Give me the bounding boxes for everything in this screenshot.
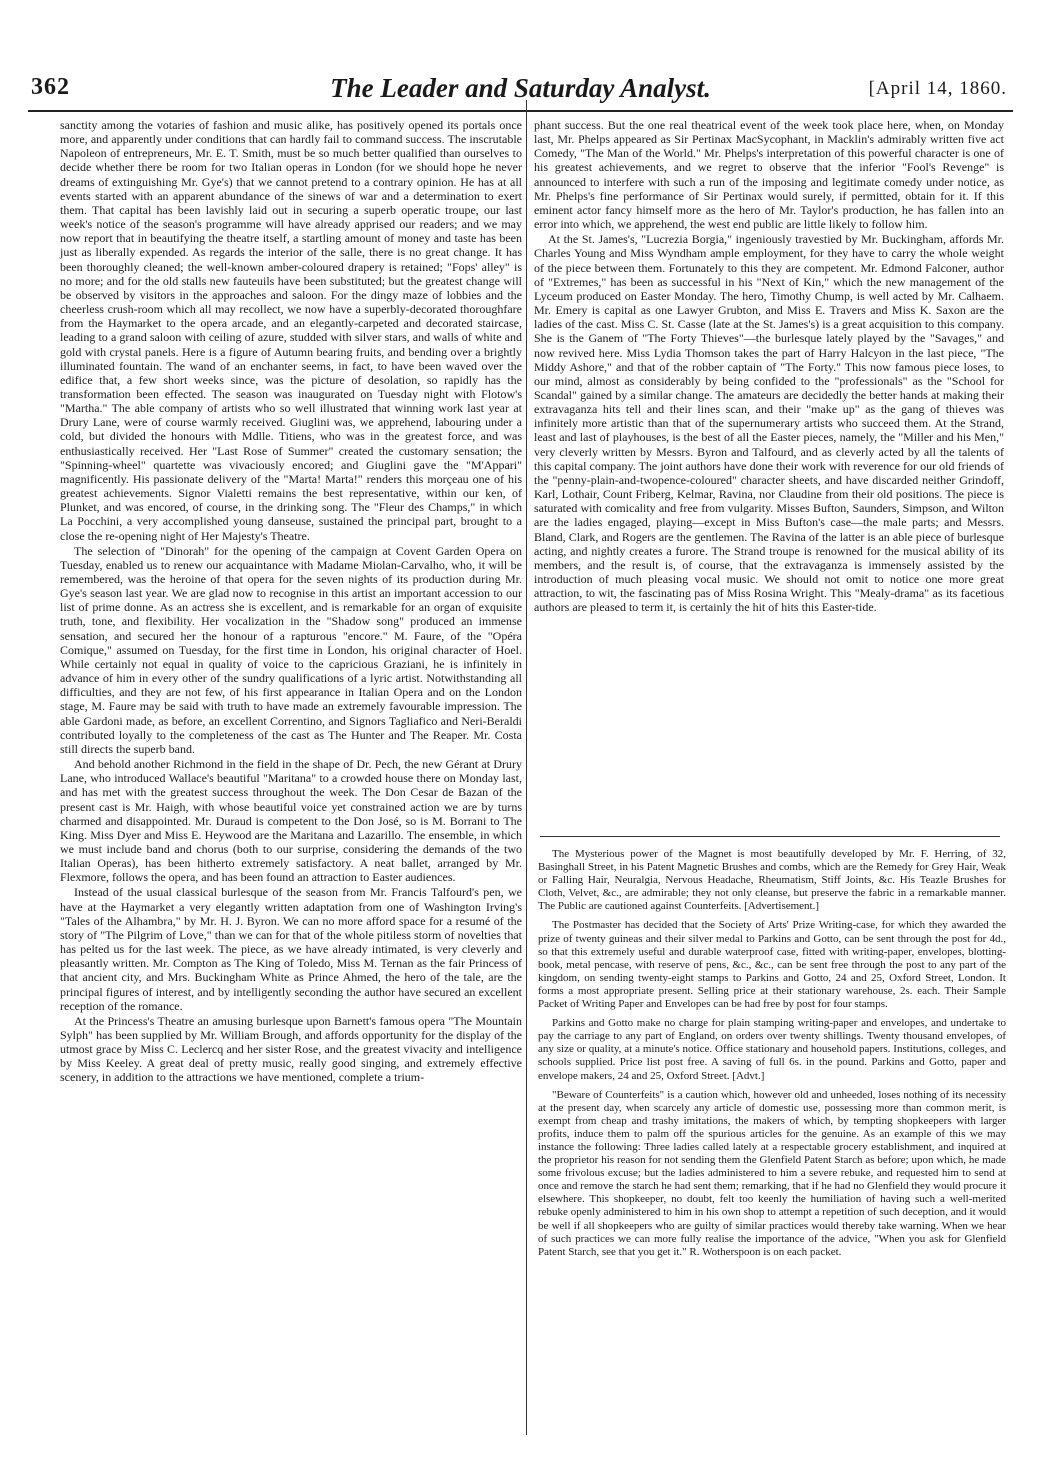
left-column <box>60 118 522 1086</box>
issue-date: [April 14, 1860. <box>868 78 1007 99</box>
advert-separator <box>540 836 1000 837</box>
article-paragraph: Instead of the usual classical burlesque of the season from Mr. Francis Talfourd's pen, we have at the Haymarket a very elegantly written adaptation from one of Washington Irving's "Tales of the Alhambra," by Mr. H. J. Byron. We can no more afford space for a resumé of the story of "The Pilgrim of Love," than we can for that of the whole pitiless storm of novelties that has pelted us for the last week. The piece, as we have already intimated, is very cleverly and pleasantly written. Mr. Compton as The King of Toledo, Miss M. Ternan as the fair Princess of that ancient city, and Mrs. Buckingham White as Prince Ahmed, the hero of the tale, are the principal figures of interest, and by intelligently seconding the author have secured an excellent reception of the romance. <box>60 885 522 1013</box>
publication-title: The Leader and Saturday Analyst. <box>330 73 711 103</box>
page-header <box>28 70 1013 110</box>
right-column <box>534 118 1004 615</box>
article-paragraph: At the Princess's Theatre an amusing burlesque upon Barnett's famous opera "The Mountain Sylph" has been supplied by Mr. William Brough, and affords opportunity for the display of the utmost grace by Miss C. Leclercq and her sister Rose, and the greatest vivacity and intelligence by Miss Keeley. A great deal of pretty music, really good singing, and extremely effective scenery, in addition to the attractions we have mentioned, complete a trium- <box>60 1013 522 1085</box>
article-paragraph: And behold another Richmond in the field in the shape of Dr. Pech, the new Gérant at Drury Lane, who introduced Wallace's beautiful "Maritana" to a crowded house there on Monday last, and has met with the greatest success throughout the week. The Don Cesar de Bazan of the present cast is Mr. Haigh, with whose beautiful voice yet constrained action we are by turns charmed and disappointed. Mr. Duraud is competent to the Don José, so is M. Borrani to The King. Miss Dyer and Miss E. Heywood are the Maritana and Lazarillo. The ensemble, in which we must include band and chorus (both to our surprise, considering the demands of the two Italian Operas), has been hitherto extremely satisfactory. A neat ballet, arranged by Mr. Flexmore, follows the opera, and has been found an attraction to Easter audiences. <box>60 757 522 885</box>
article-paragraph: sanctity among the votaries of fashion and music alike, has positively opened its portals once more, and apparently under conditions that can hardly fail to command success. The inscrutable Napoleon of entrepreneurs, Mr. E. T. Smith, must be so much better qualified than ourselves to decide whether there be room for two Italian operas in London (for we should hope he never dreams of extinguishing Mr. Gye's) that we cannot pretend to a contrary opinion. He has at all events started with an apparent abundance of the sinews of war and a determination to exert them. That capital has been lavishly laid out in securing a superb operatic troupe, our last week's notice of the season's programme will have already apprised our readers; and we may now report that in beautifying the theatre itself, a startling amount of money and taste has been just as liberally expended. As regards the interior of the salle, there is no great change. It has been thoroughly cleaned; the well-known amber-coloured drapery is retained; "Fops' alley" is no more; and for the old stalls new fauteuils have been substituted; but the greatest change will be observed by visitors in the approaches and saloon. For the dingy maze of lobbies and the cheerless crush-room which all may recollect, we now have a superbly-decorated thoroughfare from the Haymarket to the opera arcade, and an elegantly-carpeted and decorated staircase, leading to a grand saloon with ceiling of azure, studded with silver stars, and walls of white and gold with crystal panels. Here is a figure of Autumn bearing fruits, and bending over a brightly illuminated fountain. The wand of an enchanter seems, in fact, to have been waved over the edifice that, a few short weeks since, was the picture of desolation, so rapidly has the transformation been effected. The season was inaugurated on Tuesday night with Flotow's "Martha." The able company of artists who so well illustrated that winning work last year at Drury Lane, were of course warmly received. Giuglini was, we apprehend, labouring under a cold, but divided the honours with Mdlle. Titiens, who was in the greatest force, and was enthusiastically received. Her "Last Rose of Summer" created the customary sensation; the "Spinning-wheel" quartette was vivaciously encored; and Giuglini gave the "M'Appari" magnificently. His passionate delivery of the "Marta! Marta!" renders this morçeau one of his greatest achievements. Signor Vialetti remains the best representative, within our ken, of Plunket, and was encored, of course, in the drinking song. The "Fleur des Champs," in which La Pocchini, a very accomplished young danseuse, sustained the principal part, brought to a close the re-opening night of Her Majesty's Theatre. <box>60 118 522 543</box>
article-paragraph: The selection of "Dinorah" for the opening of the campaign at Covent Garden Opera on Tuesday, enabled us to renew our acquaintance with Madame Miolan-Carvalho, who, it will be remembered, was the heroine of that opera for the seven nights of its production during Mr. Gye's season last year. We are glad now to recognise in this artist an important accession to our list of prime donne. As an actress she is excellent, and is remarkable for an organ of exquisite truth, tone, and flexibility. Her vocalization in the "Shadow song" produced an immense sensation, and secured her the honour of a rapturous "encore." M. Faure, of the "Opéra Comique," assumed on Tuesday, for the first time in London, his original character of Hoel. While certainly not equal in quality of voice to the capricious Graziani, he is infinitely in advance of him in every other of the sundry qualifications of a lyric artist. Notwithstanding all difficulties, and they are not few, of his first appearance in Italian Opera and on the London stage, M. Faure may be said with truth to have made an extremely favourable impression. The able Gardoni made, as before, an excellent Correntino, and Signors Tagliafico and Neri-Beraldi contributed loyally to the completeness of the cast as The Hunter and The Reaper. Mr. Costa still directs the superb band. <box>60 543 522 756</box>
advert-paragraph: "Beware of Counterfeits" is a caution which, however old and unheeded, loses nothing of its necessity at the present day, when scarcely any article of domestic use, possessing more than common merit, is exempt from cheap and trashy imitations, the makers of which, by tempting shopkeepers with larger profits, induce them to palm off the spurious articles for the genuine. As an example of this we may instance the following: Three ladies called lately at a respectable grocery establishment, and inquired at the proprietor his reason for not sending them the Glenfield Patent Starch as before; upon which, he made some frivolous excuse; but the ladies administered to him a severe rebuke, and requested him to send at once and remove the starch he had sent them; remarking, that if he had no Glenfield they would procure it elsewhere. This shopkeeper, no doubt, felt too keenly the humiliation of having such a well-merited rebuke openly administered to him in his own shop to attempt a repetition of such deception, and it would be well if all shopkeepers who are guilty of similar practices would thereby take warning. When we hear of such practices we can more fully realise the importance of the advice, "When you ask for Glenfield Patent Starch, see that you get it." R. Wotherspoon is on each packet. <box>538 1088 1006 1258</box>
column-divider <box>526 100 527 1435</box>
advert-paragraph: The Mysterious power of the Magnet is most beautifully developed by Mr. F. Herring, of 32, Basinghall Street, in his Patent Magnetic Brushes and combs, which are the Remedy for Grey Hair, Weak or Falling Hair, Neuralgia, Nervous Headache, Rheumatism, Stiff Joints, &c. His Teazle Brushes for Cloth, Velvet, &c., are admirable; they not only cleanse, but preserve the fabric in a remarkable manner. The Public are cautioned against Counterfeits. [Advertisement.] <box>538 848 1006 913</box>
article-paragraph: At the St. James's, "Lucrezia Borgia," ingeniously travestied by Mr. Buckingham, affords Mr. Charles Young and Miss Wyndham ample employment, for they have to carry the whole weight of the piece between them. Fortunately to this they are competent. Mr. Edmond Falconer, author of "Extremes," has been as successful in his "Next of Kin," which the new management of the Lyceum produced on Easter Monday. The hero, Timothy Chump, is well acted by Mr. Calhaem. Mr. Emery is capital as one Lawyer Grubton, and Miss E. Travers and Miss K. Saxon are the ladies of the cast. Miss C. St. Casse (late at the St. James's) is a great acquisition to this company. She is the Ganem of "The Forty Thieves"—the burlesque lately played by the "Savages," and now revived here. Miss Lydia Thomson takes the part of Harry Halcyon in the last piece, "The Middy Ashore," and that of the robber captain of "The Forty." This now famous piece loses, to our mind, almost as considerably by being confided to the "professionals" as the "School for Scandal" gained by a similar change. The amateurs are decidedly the better hands at making their extravaganza hits tell and their lines scan, and their "make up" as the gang of thieves was infinitely more artistic than that of the supernumerary artists who succeed them. At the Strand, least and last of playhouses, is the best of all the Easter pieces, namely, the "Miller and his Men," very cleverly written by Messrs. Byron and Talfourd, and as cleverly acted by all the talents of this capital company. The joint authors have done their work with reverence for our old friends of the "penny-plain-and-twopence-coloured" character sheets, and have discarded neither Grindoff, Karl, Lothair, Count Friberg, Kelmar, Ravina, nor Claudine from their old positions. The piece is saturated with comicality and free from vulgarity. Misses Bufton, Saunders, Simpson, and Wilton are the ladies engaged, playing—except in Miss Bufton's case—the male parts; and Messrs. Bland, Clark, and Rogers are the gentlemen. The Ravina of the latter is an able piece of burlesque acting, and nightly creates a furore. The Strand troupe is renowned for the musical ability of its members, and the result is, of course, that the extravaganza is immensely assisted by the introduction of much pleasing vocal music. We should not omit to notice one more great attraction, to wit, the fascinating pas of Miss Rosina Wright. This "Mealy-drama" as its facetious authors are pleased to term it, is certainly the hit of hits this Easter-tide. <box>534 232 1004 615</box>
header-rule <box>28 110 1013 112</box>
article-paragraph: phant success. But the one real theatrical event of the week took place here, when, on Monday last, Mr. Phelps appeared as Sir Pertinax MacSycophant, in Macklin's admirably written five act Comedy, "The Man of the World." Mr. Phelps's interpretation of this powerful character is one of his greatest achievements, and we regret to observe that the inferior "Fool's Revenge" is announced to interfere with such a run of the imposing and legitimate comedy under notice, as Mr. Phelps's fine performance of Sir Pertinax would surely, if permitted, obtain for it. If this eminent actor fancy himself more as the hero of Mr. Taylor's production, he has fallen into an error into which, we apprehend, the west end public are little likely to follow him. <box>534 118 1004 232</box>
page-number: 362 <box>31 74 70 100</box>
advertisements <box>538 848 1006 1265</box>
advert-paragraph: The Postmaster has decided that the Society of Arts' Prize Writing-case, for which they awarded the prize of twenty guineas and their silver medal to Parkins and Gotto, can be sent through the post for 4d., so that this extremely useful and durable waterproof case, fitted with writing-paper, envelopes, blotting-book, metal pencase, with reserve of pens, &c., &c., can be sent free through the post to any part of the kingdom, on sending twenty-eight stamps to Parkins and Gotto, 24 and 25, Oxford Street, London. It forms a most appropriate present. Selling price at their stationary warehouse, 2s. each. Their Sample Packet of Writing Paper and Envelopes can be had free by post for four stamps. <box>538 919 1006 1011</box>
advert-paragraph: Parkins and Gotto make no charge for plain stamping writing-paper and envelopes, and undertake to pay the carriage to any part of England, on orders over twenty shillings. Twenty thousand envelopes, of any size or quality, at a minute's notice. Office stationary and household papers. Institutions, colleges, and schools supplied. Price list post free. A saving of full 6s. in the pound. Parkins and Gotto, paper and envelope makers, 24 and 25, Oxford Street. [Advt.] <box>538 1017 1006 1082</box>
